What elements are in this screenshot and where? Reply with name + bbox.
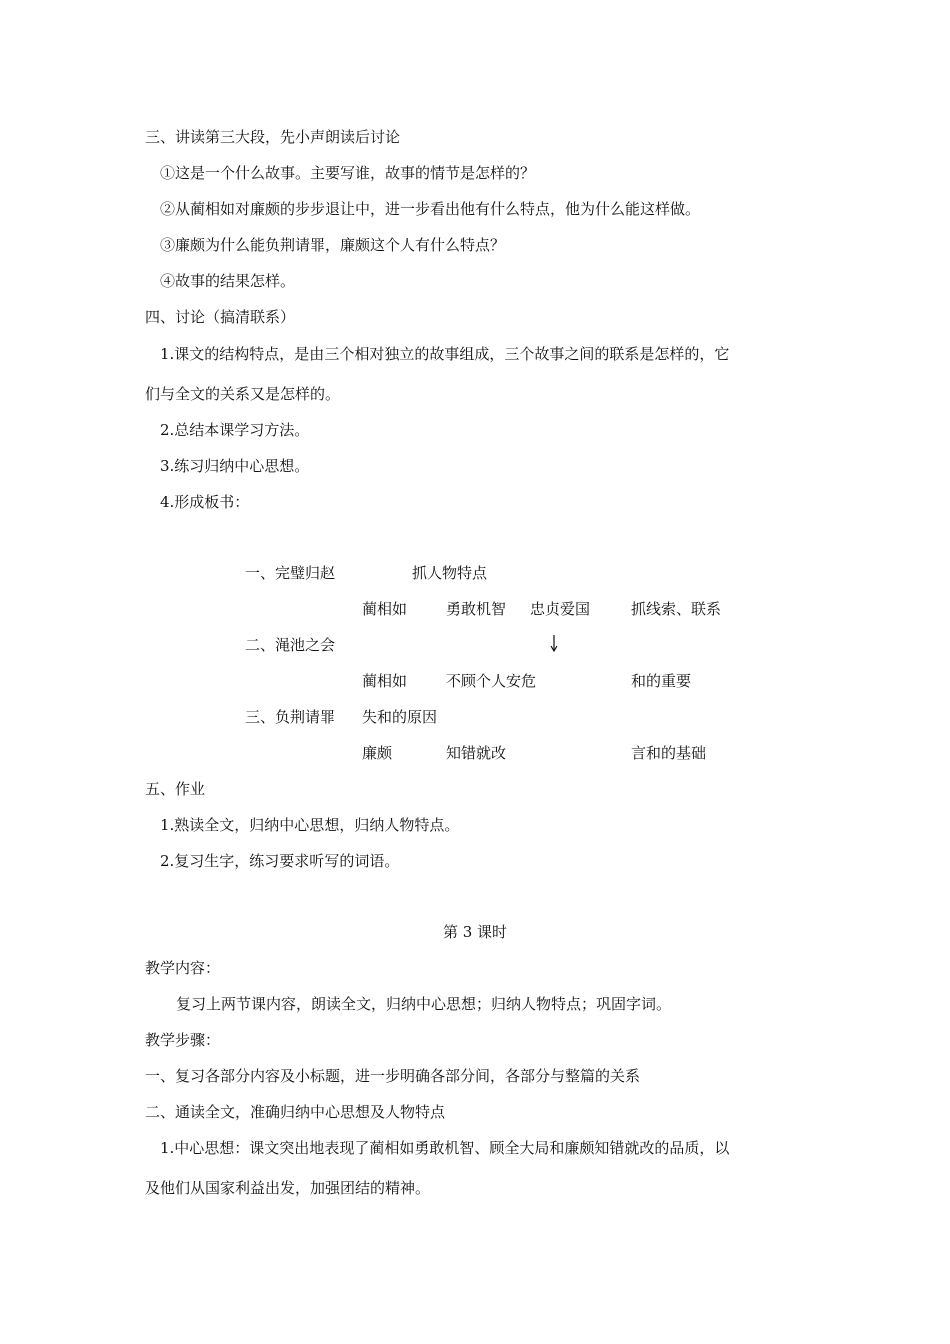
board-trait: 忠贞爱国 (530, 600, 591, 618)
list-item: 1.课文的结构特点，是由三个相对独立的故事组成，三个故事之间的联系是怎样的，它 (160, 345, 730, 363)
board-character: 廉颇 (362, 744, 393, 762)
list-item: 2.总结本课学习方法。 (160, 421, 310, 439)
lesson-title: 第 3 课时 (442, 923, 508, 941)
step-item: 二、通读全文，准确归纳中心思想及人物特点 (145, 1103, 446, 1121)
board-part-title: 一、完璧归赵 (245, 564, 336, 582)
list-item: 1.熟读全文，归纳中心思想，归纳人物特点。 (160, 816, 460, 834)
board-note: 言和的基础 (631, 744, 707, 762)
steps-label: 教学步骤： (145, 1031, 221, 1049)
question-item: ③廉颇为什么能负荆请罪，廉颇这个人有什么特点？ (160, 236, 506, 254)
question-item: ②从蔺相如对廉颇的步步退让中，进一步看出他有什么特点，他为什么能这样做。 (160, 200, 701, 218)
list-item: 4.形成板书： (160, 493, 250, 511)
board-note: 失和的原因 (362, 708, 438, 726)
board-trait: 勇敢机智 (446, 600, 507, 618)
section-heading: 四、讨论（搞清联系） (145, 308, 296, 326)
list-item-continuation: 们与全文的关系又是怎样的。 (145, 385, 341, 403)
board-part-title: 二、渑池之会 (245, 636, 336, 654)
section-heading: 五、作业 (145, 780, 206, 798)
list-item: 3.练习归纳中心思想。 (160, 457, 310, 475)
board-note: 和的重要 (631, 672, 692, 690)
content-text: 复习上两节课内容，朗读全文，归纳中心思想；归纳人物特点；巩固字词。 (176, 995, 672, 1013)
board-part-title: 三、负荆请罪 (245, 708, 336, 726)
question-item: ④故事的结果怎样。 (160, 272, 296, 290)
list-item: 1.中心思想：课文突出地表现了蔺相如勇敢机智、顾全大局和廉颇知错就改的品质，以 (160, 1139, 730, 1157)
board-character: 蔺相如 (362, 600, 408, 618)
question-item: ①这是一个什么故事。主要写谁，故事的情节是怎样的？ (160, 164, 536, 182)
board-trait: 不顾个人安危 (446, 672, 537, 690)
list-item: 2.复习生字，练习要求听写的词语。 (160, 852, 400, 870)
list-item-continuation: 及他们从国家利益出发，加强团结的精神。 (145, 1179, 431, 1197)
content-label: 教学内容： (145, 959, 221, 977)
step-item: 一、复习各部分内容及小标题，进一步明确各部分间，各部分与整篇的关系 (145, 1067, 641, 1085)
down-arrow-icon (548, 634, 560, 654)
board-note: 抓线索、联系 (631, 600, 722, 618)
section-heading: 三、讲读第三大段，先小声朗读后讨论 (145, 128, 401, 146)
board-character: 蔺相如 (362, 672, 408, 690)
board-trait: 知错就改 (446, 744, 507, 762)
board-note: 抓人物特点 (412, 564, 488, 582)
